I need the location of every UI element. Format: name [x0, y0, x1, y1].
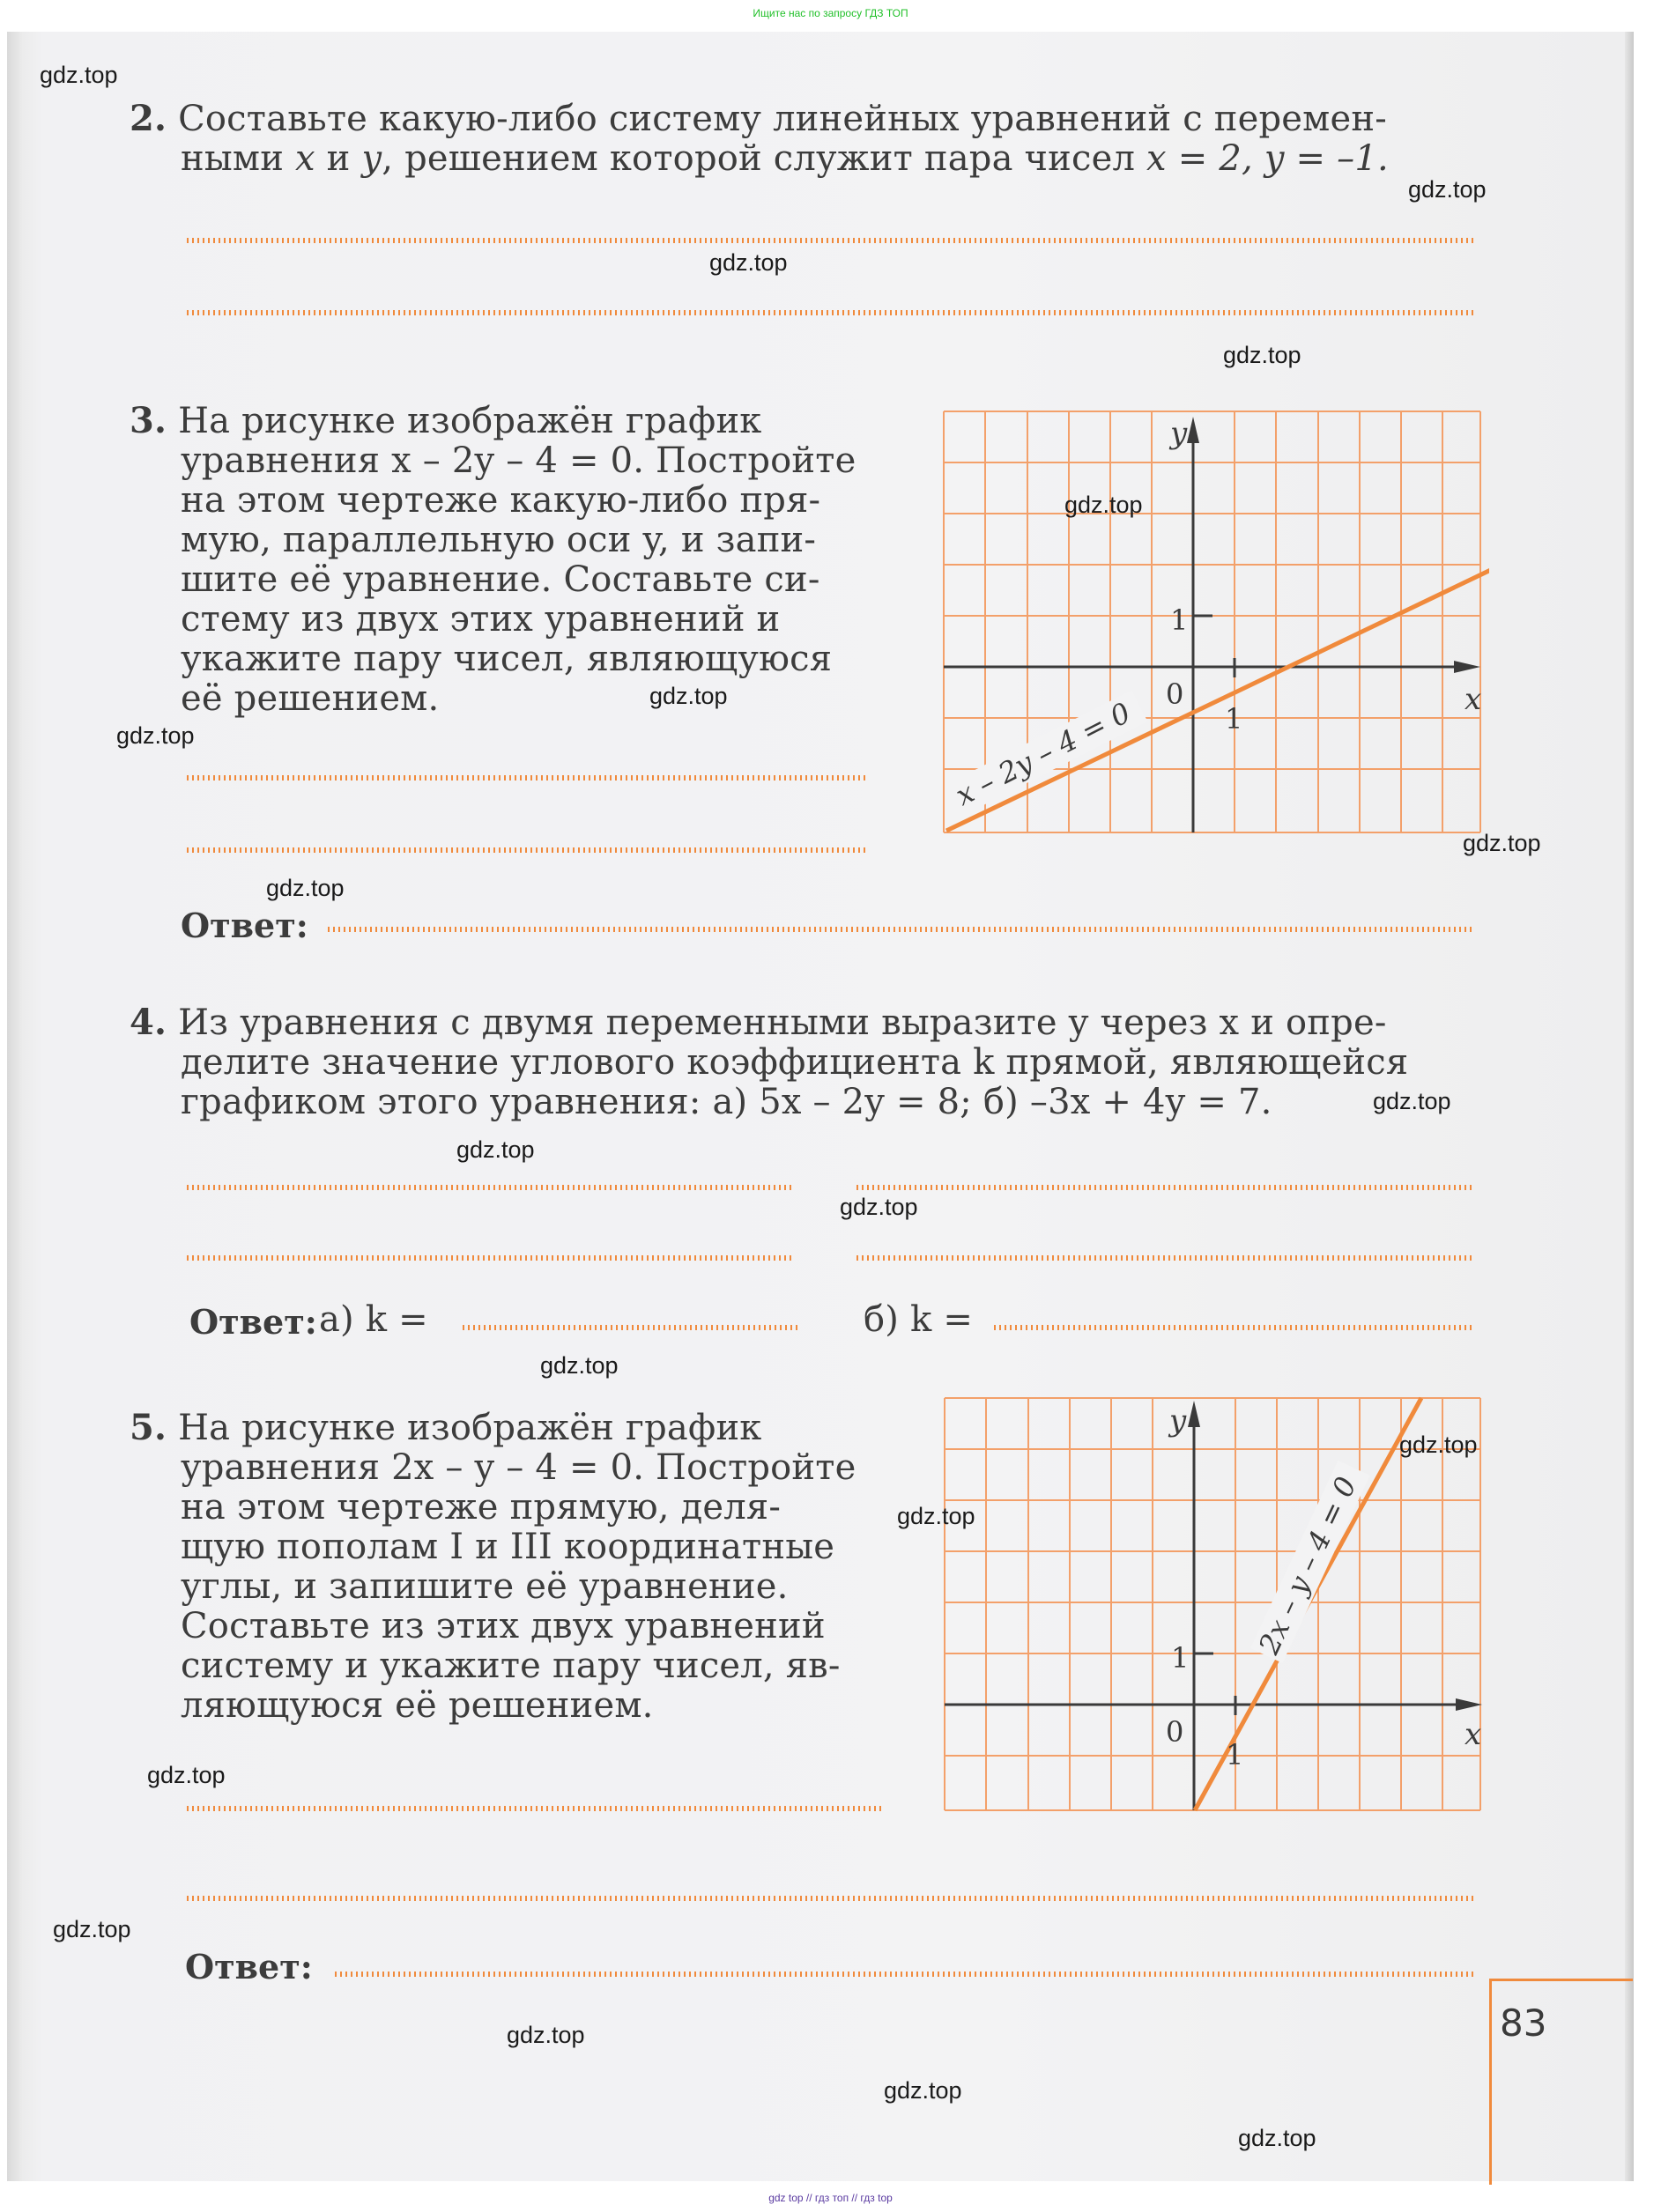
exercise-line: щую пополам I и III координатные	[181, 1527, 835, 1567]
exercise-number: 5.	[130, 1407, 167, 1448]
math-var-y: y	[361, 138, 382, 179]
text-fragment: , решением которой служит пара чисел	[382, 138, 1147, 179]
exercise-2-line-1: Составьте какую-либо систему линейных уравнений с перемен-	[178, 99, 1387, 139]
exercise-line: шите её уравнение. Составьте си-	[181, 559, 820, 600]
x-axis-arrow-icon	[1456, 1698, 1482, 1711]
answer-line-a[interactable]	[187, 1255, 795, 1261]
axes	[945, 1411, 1463, 1810]
watermark-text: gdz.top	[1223, 342, 1301, 368]
watermark-text: gdz.top	[649, 683, 728, 709]
exercise-line: делите значение углового коэффициента k прямой, являющейся	[181, 1042, 1409, 1083]
x-tick-label: 1	[1225, 702, 1243, 736]
answer-line[interactable]	[328, 927, 1473, 932]
y-axis-label: y	[1169, 1403, 1187, 1439]
watermark-text: gdz.top	[897, 1503, 975, 1529]
answer-line[interactable]	[187, 775, 865, 780]
answer-line-b[interactable]	[856, 1185, 1473, 1190]
answer-label: Ответ:	[185, 1947, 313, 1986]
exercise-line: мую, параллельную оси y, и запи-	[181, 520, 817, 560]
top-banner[interactable]: Ищите нас по запросу ГДЗ ТОП	[753, 7, 908, 19]
exercise-3	[130, 401, 879, 719]
answer-line[interactable]	[187, 847, 865, 853]
exercise-4	[130, 1002, 1487, 1122]
watermark-text: gdz.top	[456, 1136, 535, 1163]
graph-equation-label: x – 2y – 4 = 0	[950, 695, 1137, 813]
watermark-text: gdz.top	[884, 2077, 962, 2104]
watermark-text: gdz.top	[1463, 830, 1541, 856]
text-fragment: ными	[181, 138, 295, 179]
origin-label: 0	[1166, 677, 1184, 711]
text-fragment: и	[315, 138, 362, 179]
watermark-text: gdz.top	[1373, 1088, 1451, 1114]
exercise-line: графиком этого уравнения: а) 5x – 2y = 8; б) –3x + 4y = 7.	[181, 1082, 1272, 1122]
answer-line[interactable]	[187, 238, 1473, 243]
x-axis-label: x	[1464, 1717, 1482, 1752]
answer-a-label: а) k =	[319, 1299, 428, 1340]
y-axis-arrow-icon	[1188, 1401, 1200, 1427]
exercise-line: ляющуюся её решением.	[181, 1685, 654, 1726]
watermark-text: gdz.top	[147, 1762, 226, 1788]
answer-line[interactable]	[187, 1896, 1473, 1901]
watermark-text: gdz.top	[709, 249, 788, 276]
y-tick-label: 1	[1171, 1641, 1190, 1675]
exercise-line: углы, и запишите её уравнение.	[181, 1566, 789, 1607]
watermark-text: gdz.top	[1064, 492, 1143, 518]
exercise-line: На рисунке изображён график	[178, 401, 762, 441]
y-axis-arrow-icon	[1187, 417, 1199, 443]
watermark-text: gdz.top	[116, 722, 195, 749]
exercise-line: Из уравнения с двумя переменными выразите y через x и опре-	[178, 1002, 1387, 1043]
answer-line[interactable]	[335, 1972, 1473, 1977]
watermark-text: gdz.top	[40, 62, 118, 88]
exercise-line: Составьте из этих двух уравнений	[181, 1606, 826, 1646]
watermark-text: gdz.top	[840, 1194, 918, 1220]
graph-exercise-3	[934, 401, 1489, 841]
x-axis-label: x	[1464, 682, 1482, 717]
watermark-text: gdz.top	[53, 1916, 131, 1942]
page-number: 83	[1500, 2001, 1547, 2045]
exercise-number: 3.	[130, 400, 167, 441]
exercise-line: укажите пару чисел, являющуюся	[181, 639, 833, 679]
exercise-2	[130, 99, 1469, 179]
answer-line-a[interactable]	[187, 1185, 795, 1190]
exercise-5	[130, 1408, 887, 1726]
exercise-line: уравнения 2x – y – 4 = 0. Постройте	[181, 1447, 856, 1488]
y-tick-label: 1	[1170, 603, 1189, 637]
answer-label: Ответ:	[189, 1302, 317, 1342]
watermark-text: gdz.top	[507, 2022, 585, 2048]
math-solution: x = 2, y = –1.	[1146, 138, 1389, 179]
origin-label: 0	[1166, 1715, 1184, 1749]
answer-k-a-line[interactable]	[463, 1325, 797, 1330]
y-axis-label: y	[1170, 416, 1188, 451]
answer-line[interactable]	[187, 1806, 883, 1811]
answer-k-b-line[interactable]	[994, 1325, 1474, 1330]
watermark-text: gdz.top	[540, 1352, 619, 1379]
math-var-x: x	[294, 138, 315, 179]
exercise-line: её решением.	[181, 678, 440, 719]
exercise-line: На рисунке изображён график	[178, 1408, 762, 1448]
answer-label: Ответ:	[181, 906, 308, 945]
x-axis-arrow-icon	[1454, 661, 1480, 673]
watermark-text: gdz.top	[266, 875, 345, 901]
exercise-number: 4.	[130, 1002, 167, 1043]
exercise-line: систему и укажите пару чисел, яв-	[181, 1646, 841, 1686]
exercise-line: на этом чертеже какую-либо пря-	[181, 480, 821, 521]
answer-line[interactable]	[187, 310, 1473, 315]
exercise-line: уравнения x – 2y – 4 = 0. Постройте	[181, 440, 856, 481]
exercise-number: 2.	[130, 98, 167, 139]
watermark-text: gdz.top	[1238, 2125, 1316, 2151]
bottom-banner[interactable]: gdz top // гдз топ // гдз top	[0, 2185, 1661, 2212]
x-tick-label: 1	[1226, 1738, 1244, 1772]
answer-b-label: б) k =	[864, 1299, 974, 1340]
exercise-line: стему из двух этих уравнений и	[181, 599, 781, 640]
answer-line-b[interactable]	[856, 1255, 1473, 1261]
page-edge-shadow	[1625, 32, 1634, 2181]
watermark-text: gdz.top	[1399, 1432, 1478, 1458]
watermark-text: gdz.top	[1408, 176, 1487, 203]
graph-equation-label: 2x – y – 4 = 0	[1251, 1471, 1363, 1660]
exercise-line: на этом чертеже прямую, деля-	[181, 1487, 782, 1528]
